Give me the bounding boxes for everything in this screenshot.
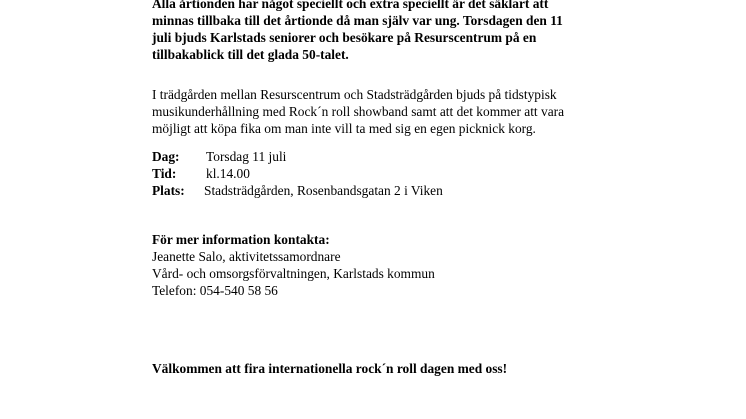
detail-day xyxy=(152,148,443,165)
detail-place-value: Stadsträdgården, Rosenbandsgatan 2 i Viken xyxy=(204,183,443,198)
closing-line: Välkommen att fira internationella rock´n roll dagen med oss! xyxy=(152,361,508,376)
body-line: I trädgården mellan Resurscentrum och Stadsträdgården bjuds på tidstypisk xyxy=(152,87,557,102)
detail-day-value: Torsdag 11 juli xyxy=(206,149,287,164)
body-line: möjligt att köpa fika om man inte vill ta med sig en egen picknick korg. xyxy=(152,121,536,136)
contact-organization: Vård- och omsorgsförvaltningen, Karlstads kommun xyxy=(152,266,435,281)
contact-heading: För mer information kontakta: xyxy=(152,232,330,247)
intro-line: tillbakablick till det glada 50-talet. xyxy=(152,47,349,62)
contact-phone: Telefon: 054-540 58 56 xyxy=(152,283,278,298)
body-paragraph xyxy=(152,86,564,137)
detail-place-label: Plats: xyxy=(152,183,185,198)
intro-line: Alla årtionden har något speciellt och extra speciellt är det säklart att xyxy=(152,0,549,11)
intro-line: juli bjuds Karlstads seniorer och besökare på Resurscentrum på en xyxy=(152,30,537,45)
event-details xyxy=(152,148,443,199)
contact-block xyxy=(152,231,435,299)
intro-line: minnas tillbaka till det årtionde då man själv var ung. Torsdagen den 11 xyxy=(152,13,563,28)
detail-time-value: kl.14.00 xyxy=(206,166,250,181)
intro-paragraph xyxy=(152,0,652,63)
body-line: musikunderhållning med Rock´n roll showband samt att det kommer att vara xyxy=(152,104,565,119)
detail-time-label: Tid: xyxy=(152,166,177,181)
document-page xyxy=(152,0,652,376)
contact-name: Jeanette Salo, aktivitetssamordnare xyxy=(152,249,341,264)
detail-place xyxy=(152,182,443,199)
detail-time xyxy=(152,165,443,182)
detail-day-label: Dag: xyxy=(152,149,180,164)
